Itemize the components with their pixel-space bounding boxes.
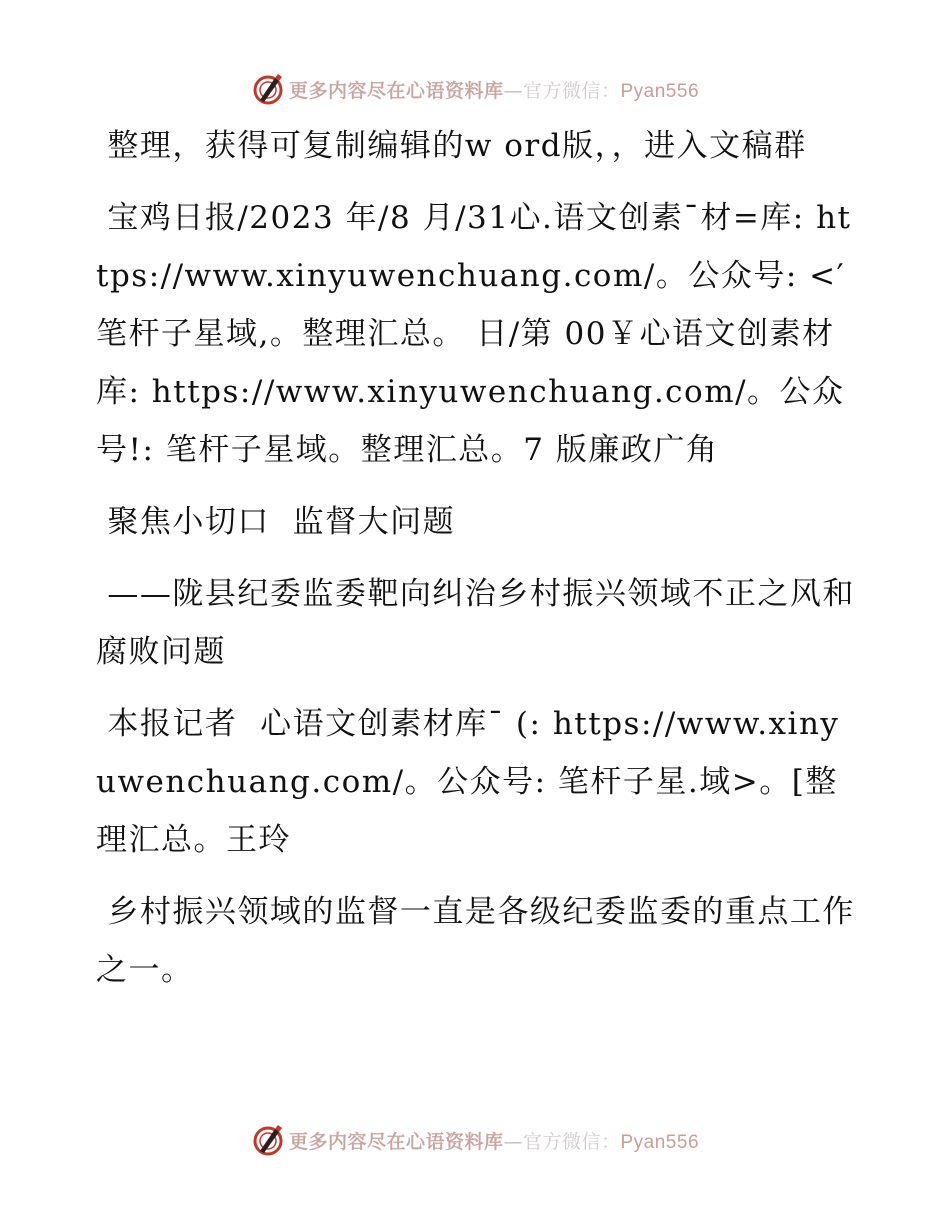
paragraph-intro: 整理，获得可复制编辑的w ord版，，进入文稿群: [96, 128, 807, 164]
header-watermark: [0, 69, 950, 109]
watermark-wechat-label: 官方微信：: [522, 1130, 621, 1153]
watermark-separator: —: [503, 1130, 523, 1153]
watermark-main-text: 更多内容尽在心语资料库: [288, 79, 504, 102]
paragraph-body: 乡村振兴领域的监督一直是各级纪委监委的重点工作之一。: [96, 894, 855, 988]
watermark-wechat-label: 官方微信：: [522, 79, 621, 102]
article-title: 聚焦小切口 监督大问题: [96, 504, 456, 540]
article-subtitle: ——陇县纪委监委靶向纠治乡村振兴领域不正之风和腐败问题: [96, 576, 855, 670]
footer-watermark: [0, 1120, 950, 1160]
brush-pen-icon: [251, 1123, 285, 1157]
watermark-wechat-id: Pyan556: [620, 80, 700, 102]
document-body: [96, 117, 856, 999]
brush-pen-icon: [251, 72, 285, 106]
paragraph-source: 宝鸡日报/2023 年/8 月/31心.语文创素¯材=库: https://www.xinyuwenchuang.com/。公众号: <′笔杆子星域,。整理汇总。 日/第 00￥心语文创素材库: https://www.xinyuwenchuang.com/。公众号!: 笔杆子星域。整理汇总。7 版廉政广角: [96, 200, 852, 468]
paragraph-byline: 本报记者 心语文创素材库¯ (: https://www.xinyuwenchuang.com/。公众号: 笔杆子星.域>。[整理汇总。王玲: [96, 706, 840, 858]
watermark-separator: —: [503, 79, 523, 102]
watermark-wechat-id: Pyan556: [620, 1131, 700, 1153]
watermark-main-text: 更多内容尽在心语资料库: [288, 1130, 504, 1153]
